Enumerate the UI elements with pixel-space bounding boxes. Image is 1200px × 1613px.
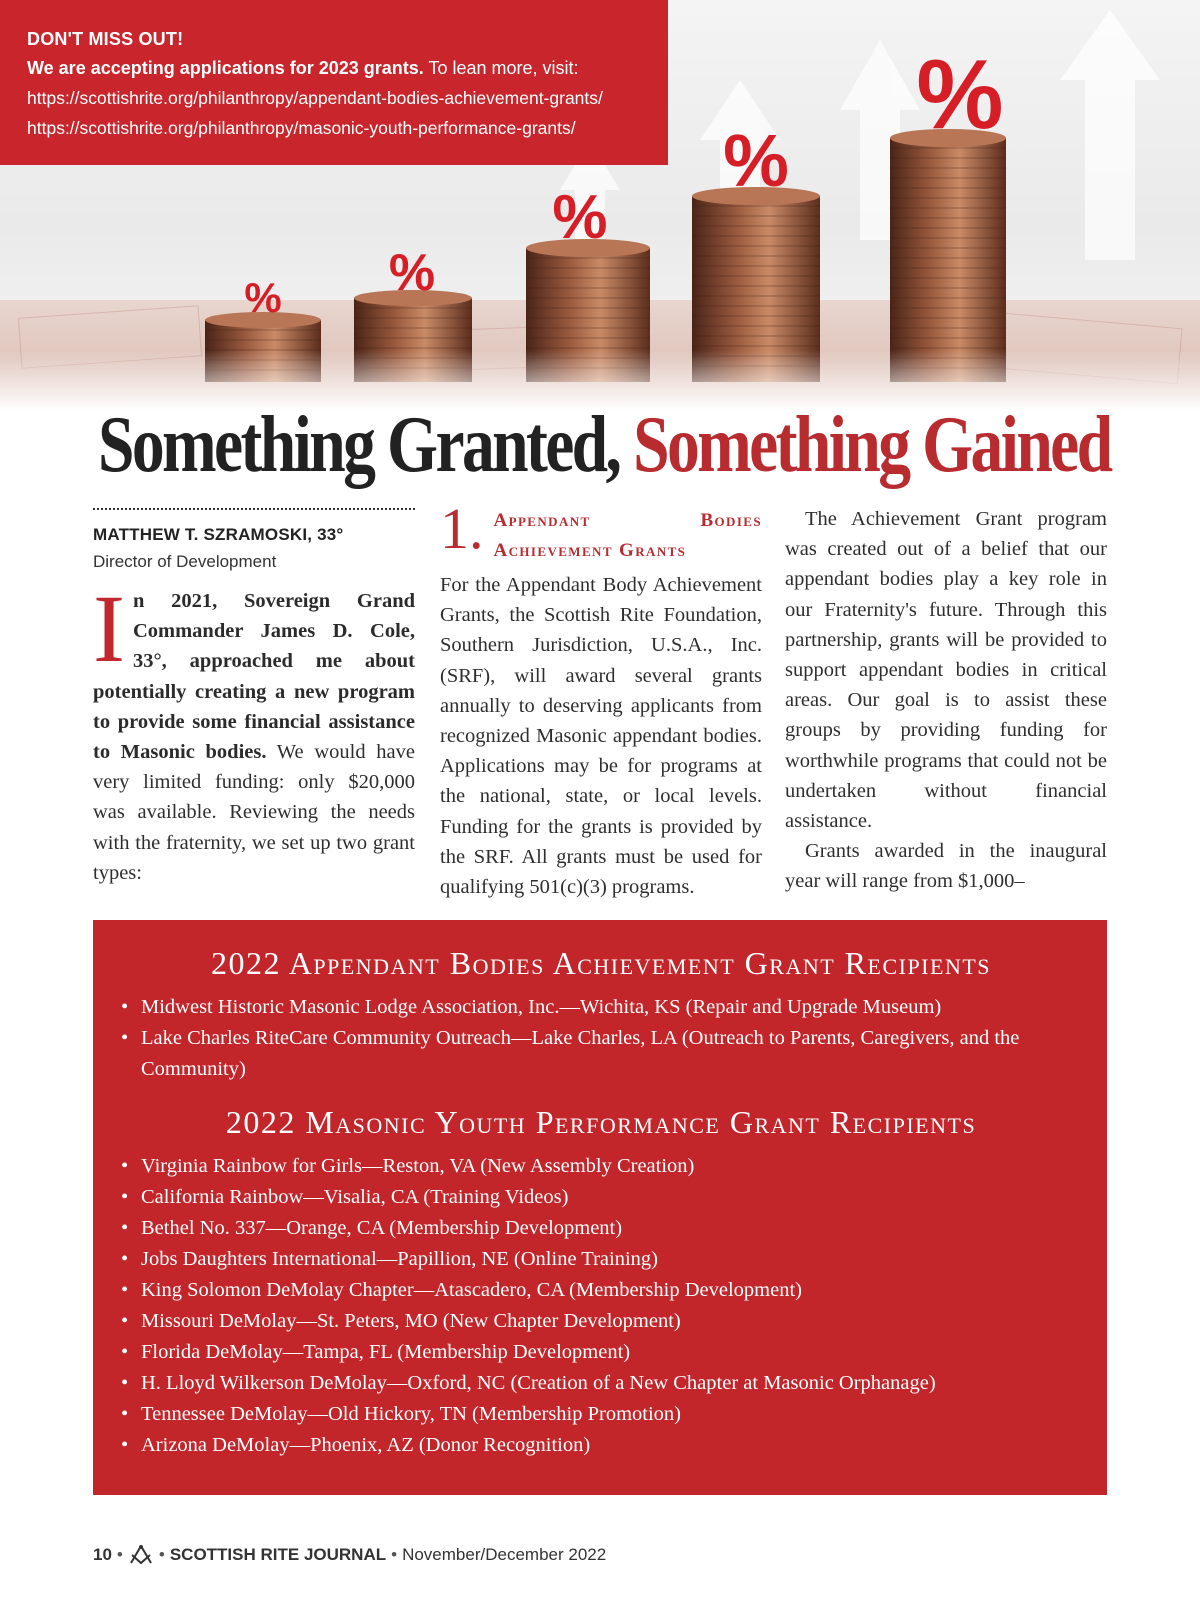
drop-cap: I bbox=[93, 575, 125, 682]
column-3 bbox=[785, 504, 1107, 897]
byline-divider bbox=[93, 508, 415, 510]
title-part-2: Something Gained bbox=[633, 401, 1111, 489]
percent-icon-3: % bbox=[552, 183, 608, 252]
page-number: 10 bbox=[93, 1545, 112, 1564]
list-item: • Tennessee DeMolay—Old Hickory, TN (Membership Promotion) bbox=[121, 1399, 1061, 1430]
article-title bbox=[98, 395, 1111, 495]
column-3-paragraph-2: Grants awarded in the inaugural year will range from $1,000– bbox=[785, 840, 1107, 893]
list-item: • H. Lloyd Wilkerson DeMolay—Oxford, NC (Creation of a New Chapter at Masonic Orphanage) bbox=[121, 1368, 1061, 1399]
percent-icon-1: % bbox=[244, 274, 282, 321]
list-item: • Jobs Daughters International—Papillion, NE (Online Training) bbox=[121, 1244, 1061, 1275]
hero-image bbox=[0, 0, 1200, 410]
section-body: For the Appendant Body Achievement Grants, the Scottish Rite Foundation, Southern Jurisdiction, U.S.A., Inc. (SRF), will award several grants annually to deserving applicants from recognized Masonic appendant bodies. Applications may be for programs at the national, state, or local levels. Funding for the grants is provided by the SRF. All grants must be used for qualifying 501(c)(3) programs. bbox=[440, 574, 762, 899]
intro-lead-bold: n 2021, Sovereign Grand Commander James D. Cole, 33°, approached me about potentially creating a new program to provide some financial assistance to Masonic bodies. bbox=[93, 590, 415, 764]
promo-lead bbox=[27, 53, 642, 83]
list-item: • King Solomon DeMolay Chapter—Atascadero, CA (Membership Development) bbox=[121, 1275, 1061, 1306]
list-item: • Bethel No. 337—Orange, CA (Membership Development) bbox=[121, 1213, 1061, 1244]
issue-date: November/December 2022 bbox=[402, 1545, 607, 1564]
list-item: • Missouri DeMolay—St. Peters, MO (New Chapter Development) bbox=[121, 1306, 1061, 1337]
percent-icon-5: % bbox=[916, 39, 1004, 149]
list-item: • Lake Charles RiteCare Community Outreach—Lake Charles, LA (Outreach to Parents, Caregivers, and the Community) bbox=[121, 1023, 1061, 1085]
footer-bullet: • bbox=[116, 1545, 123, 1564]
journal-name: SCOTTISH RITE JOURNAL bbox=[169, 1545, 387, 1564]
square-and-compass-emblem-icon bbox=[128, 1545, 154, 1565]
youth-recipients-heading: 2022 Masonic Youth Performance Grant Recipients bbox=[225, 1104, 977, 1140]
promo-banner bbox=[0, 0, 668, 165]
promo-link-achievement-grants[interactable]: https://scottishrite.org/philanthropy/appendant-bodies-achievement-grants/ bbox=[27, 88, 603, 108]
list-item: • Florida DeMolay—Tampa, FL (Membership Development) bbox=[121, 1337, 1061, 1368]
appendant-recipients-heading: 2022 Appendant Bodies Achievement Grant Recipients bbox=[210, 945, 992, 981]
intro-paragraph bbox=[93, 575, 415, 888]
coin-stack-5 bbox=[890, 129, 1006, 382]
footer-bullet: • bbox=[158, 1545, 165, 1564]
promo-lead-bold: We are accepting applications for 2023 grants. bbox=[27, 58, 424, 78]
recipients-box bbox=[93, 920, 1107, 1495]
column-1 bbox=[93, 508, 415, 888]
intro-rest: We would have very limited funding: only $20,000 was available. Reviewing the needs with the fraternity, we set up two grant types: bbox=[93, 741, 415, 884]
column-3-paragraph-1: The Achievement Grant program was created out of a belief that our appendant bodies play a key role in our Fraternity's future. Through this partnership, grants will be provided to support appendant bodies in critical areas. Our goal is to assist these groups by providing funding for worthwhile programs that could not be undertaken without financial assistance. bbox=[785, 508, 1107, 833]
promo-link-youth-grants[interactable]: https://scottishrite.org/philanthropy/masonic-youth-performance-grants/ bbox=[27, 118, 576, 138]
list-item: • Virginia Rainbow for Girls—Reston, VA (New Assembly Creation) bbox=[121, 1151, 1061, 1182]
promo-lead-rest: To lean more, visit: bbox=[423, 58, 579, 78]
list-item: • California Rainbow—Visalia, CA (Training Videos) bbox=[121, 1182, 1061, 1213]
youth-recipients-list bbox=[121, 1151, 1107, 1461]
section-title: Appendant Bodies Achievement Grants bbox=[493, 510, 762, 561]
title-part-1: Something Granted, bbox=[98, 401, 634, 489]
section-number: 1. bbox=[440, 496, 484, 561]
page-footer bbox=[93, 1545, 606, 1565]
percent-icon-4: % bbox=[723, 119, 789, 202]
section-heading bbox=[440, 496, 762, 566]
promo-heading: DON'T MISS OUT! bbox=[27, 29, 184, 49]
footer-bullet: • bbox=[391, 1545, 398, 1564]
column-2 bbox=[440, 496, 762, 902]
appendant-recipients-list bbox=[121, 992, 1107, 1085]
list-item: • Midwest Historic Masonic Lodge Association, Inc.—Wichita, KS (Repair and Upgrade Museum) bbox=[121, 992, 1061, 1023]
percent-icon-2: % bbox=[388, 244, 436, 302]
list-item: • Arizona DeMolay—Phoenix, AZ (Donor Recognition) bbox=[121, 1430, 1061, 1461]
author-name: MATTHEW T. SZRAMOSKI, 33° bbox=[93, 525, 344, 544]
author-role: Director of Development bbox=[93, 552, 277, 571]
